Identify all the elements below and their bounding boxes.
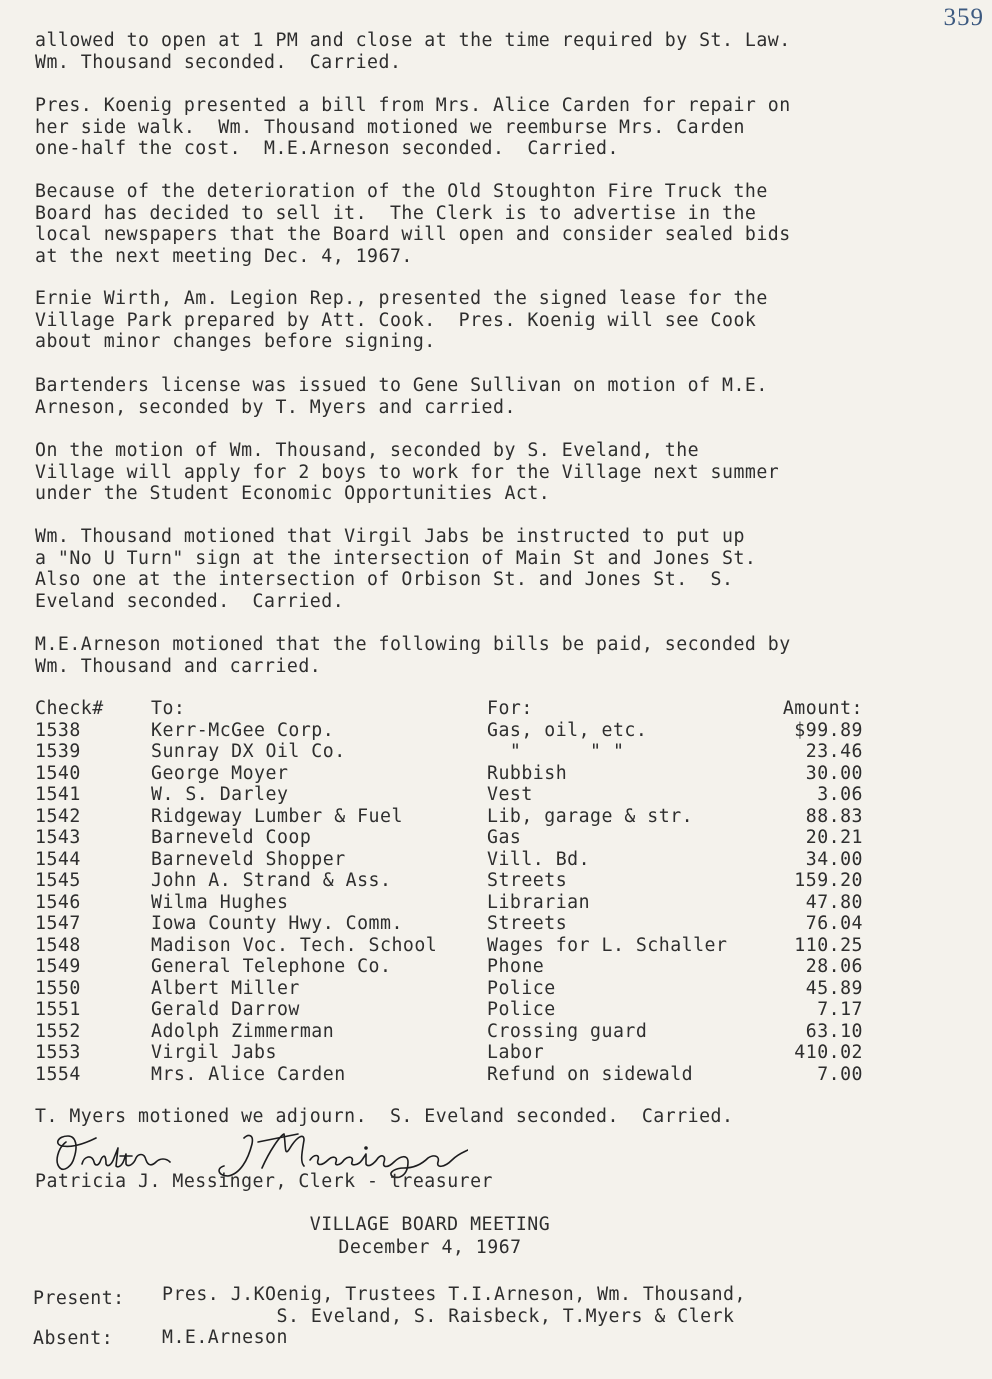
table-row (35, 827, 863, 849)
table-row (35, 870, 863, 892)
cell-check-number: 1546 (35, 891, 81, 913)
cell-purpose: Refund on sidewald (487, 1063, 694, 1085)
cell-purpose: Police (487, 999, 556, 1020)
cell-amount: 45.89 (805, 977, 863, 999)
cell-amount: $99.89 (794, 719, 863, 741)
table-row (35, 1064, 863, 1086)
cell-payee: Kerr-McGee Corp. (151, 719, 335, 741)
table-row (35, 763, 863, 785)
cell-amount: 88.83 (805, 805, 863, 827)
paragraph-closing-hours: allowed to open at 1 PM and close at the time required by St. Law. Wm. Thousand seconded. Carried. (35, 30, 791, 73)
cell-purpose: " " " (487, 741, 625, 762)
cell-purpose: Vest (487, 784, 533, 805)
cell-purpose: Gas (487, 827, 522, 848)
cell-check-number: 1552 (35, 1020, 81, 1042)
table-row (35, 806, 863, 828)
cell-amount: 110.25 (794, 934, 863, 956)
table-row (35, 978, 863, 1000)
cell-purpose: Rubbish (487, 762, 568, 784)
table-row (35, 956, 863, 978)
cell-purpose: Wages for L. Schaller (487, 934, 728, 956)
cell-purpose: Crossing guard (487, 1020, 648, 1042)
adjourn-line: T. Myers motioned we adjourn. S. Eveland seconded. Carried. (35, 1106, 734, 1127)
cell-check-number: 1550 (35, 977, 81, 999)
cell-check-number: 1542 (35, 805, 81, 827)
cell-amount: 20.21 (805, 827, 863, 848)
cell-check-number: 1538 (35, 719, 81, 741)
table-row (35, 892, 863, 914)
table-row (35, 1021, 863, 1043)
header-check: Check# (35, 698, 104, 719)
header-to: To: (151, 698, 186, 719)
cell-check-number: 1551 (35, 999, 81, 1020)
table-row (35, 913, 863, 935)
cell-check-number: 1541 (35, 784, 81, 805)
cell-purpose: Phone (487, 956, 545, 977)
cell-amount: 3.06 (817, 784, 863, 805)
cell-amount: 23.46 (805, 741, 863, 762)
cell-check-number: 1543 (35, 827, 81, 848)
cell-check-number: 1549 (35, 956, 81, 977)
paragraph-sidewalk-repair: Pres. Koenig presented a bill from Mrs. Alice Carden for repair on her side walk. Wm. Thousand motioned we reemburse Mrs. Carden one-half the cost. M.E.Arneson seconded. Carried. (35, 95, 791, 160)
cell-purpose: Lib, garage & str. (487, 805, 694, 827)
table-row (35, 849, 863, 871)
cell-purpose: Streets (487, 870, 568, 891)
cell-payee: Mrs. Alice Carden (151, 1063, 346, 1085)
cell-purpose: Gas, oil, etc. (487, 719, 648, 741)
cell-payee: George Moyer (151, 762, 289, 784)
meeting-title: VILLAGE BOARD MEETING (309, 1214, 551, 1235)
cell-purpose: Librarian (487, 891, 591, 913)
table-row (35, 1042, 863, 1064)
cell-amount: 7.17 (817, 999, 863, 1020)
cell-payee: General Telephone Co. (151, 956, 392, 977)
cell-payee: W. S. Darley (151, 784, 289, 805)
cell-check-number: 1554 (35, 1063, 81, 1085)
cell-amount: 159.20 (794, 870, 863, 891)
cell-amount: 47.80 (805, 891, 863, 913)
paragraph-park-lease: Ernie Wirth, Am. Legion Rep., presented the signed lease for the Village Park prepared by Att. Cook. Pres. Koenig will see Cook about minor changes before signing. (35, 288, 768, 353)
cell-payee: John A. Strand & Ass. (151, 870, 392, 891)
cell-payee: Albert Miller (151, 977, 300, 999)
cell-check-number: 1547 (35, 913, 81, 934)
paragraph-student-workers: On the motion of Wm. Thousand, seconded by S. Eveland, the Village will apply for 2 boys to work for the Village next summer under the Student Economic Opportunities Act. (35, 440, 780, 505)
bills-body (35, 720, 863, 1086)
present-label: Present: (33, 1288, 125, 1309)
table-row (35, 720, 863, 742)
cell-purpose: Vill. Bd. (487, 848, 591, 870)
cell-amount: 410.02 (794, 1042, 863, 1063)
present-text: Pres. J.KOenig, Trustees T.I.Arneson, Wm. Thousand, S. Eveland, S. Raisbeck, T.Myers & Clerk (162, 1284, 746, 1327)
signature-typed-name: Patricia J. Messinger, Clerk - treasurer (35, 1171, 493, 1192)
cell-check-number: 1540 (35, 762, 81, 784)
cell-purpose: Police (487, 977, 556, 999)
cell-payee: Wilma Hughes (151, 891, 289, 913)
cell-check-number: 1539 (35, 741, 81, 762)
absent-text: M.E.Arneson (162, 1327, 288, 1348)
table-row (35, 999, 863, 1021)
cell-check-number: 1544 (35, 848, 81, 870)
cell-payee: Sunray DX Oil Co. (151, 741, 346, 762)
paragraph-bartender-license: Bartenders license was issued to Gene Sullivan on motion of M.E. Arneson, seconded by T. Myers and carried. (35, 375, 768, 418)
cell-check-number: 1548 (35, 934, 81, 956)
paragraph-bills-motion: M.E.Arneson motioned that the following bills be paid, seconded by Wm. Thousand and carried. (35, 634, 791, 677)
table-row (35, 741, 863, 763)
cell-amount: 7.00 (817, 1063, 863, 1085)
cell-payee: Madison Voc. Tech. School (151, 934, 438, 956)
paragraph-no-u-turn: Wm. Thousand motioned that Virgil Jabs be instructed to put up a "No U Turn" sign at the intersection of Main St and Jones St. Also one at the intersection of Orbison St. and Jones St. S. Eveland seconded. Carried. (35, 526, 757, 612)
cell-payee: Adolph Zimmerman (151, 1020, 335, 1042)
paragraph-fire-truck: Because of the deterioration of the Old Stoughton Fire Truck the Board has decided to sell it. The Clerk is to advertise in the local newspapers that the Board will open and consider sealed bids at the next meeting Dec. 4, 1967. (35, 181, 791, 267)
header-for: For: (487, 698, 533, 719)
table-row (35, 935, 863, 957)
table-row (35, 784, 863, 806)
header-amount: Amount: (782, 698, 863, 719)
cell-payee: Barneveld Shopper (151, 848, 346, 870)
cell-purpose: Labor (487, 1042, 545, 1063)
cell-amount: 76.04 (805, 913, 863, 934)
cell-amount: 63.10 (805, 1020, 863, 1042)
page-number: 359 (943, 4, 984, 31)
cell-check-number: 1545 (35, 870, 81, 891)
bills-header-row (35, 698, 863, 720)
cell-amount: 30.00 (805, 762, 863, 784)
cell-payee: Virgil Jabs (151, 1042, 277, 1063)
bills-table (35, 698, 863, 1085)
cell-payee: Gerald Darrow (151, 999, 300, 1020)
cell-amount: 34.00 (805, 848, 863, 870)
cell-payee: Ridgeway Lumber & Fuel (151, 805, 403, 827)
cell-payee: Barneveld Coop (151, 827, 312, 848)
cell-check-number: 1553 (35, 1042, 81, 1063)
absent-label: Absent: (33, 1328, 114, 1349)
cell-payee: Iowa County Hwy. Comm. (151, 913, 403, 934)
meeting-date: December 4, 1967 (338, 1237, 522, 1258)
cell-purpose: Streets (487, 913, 568, 934)
cell-amount: 28.06 (805, 956, 863, 977)
